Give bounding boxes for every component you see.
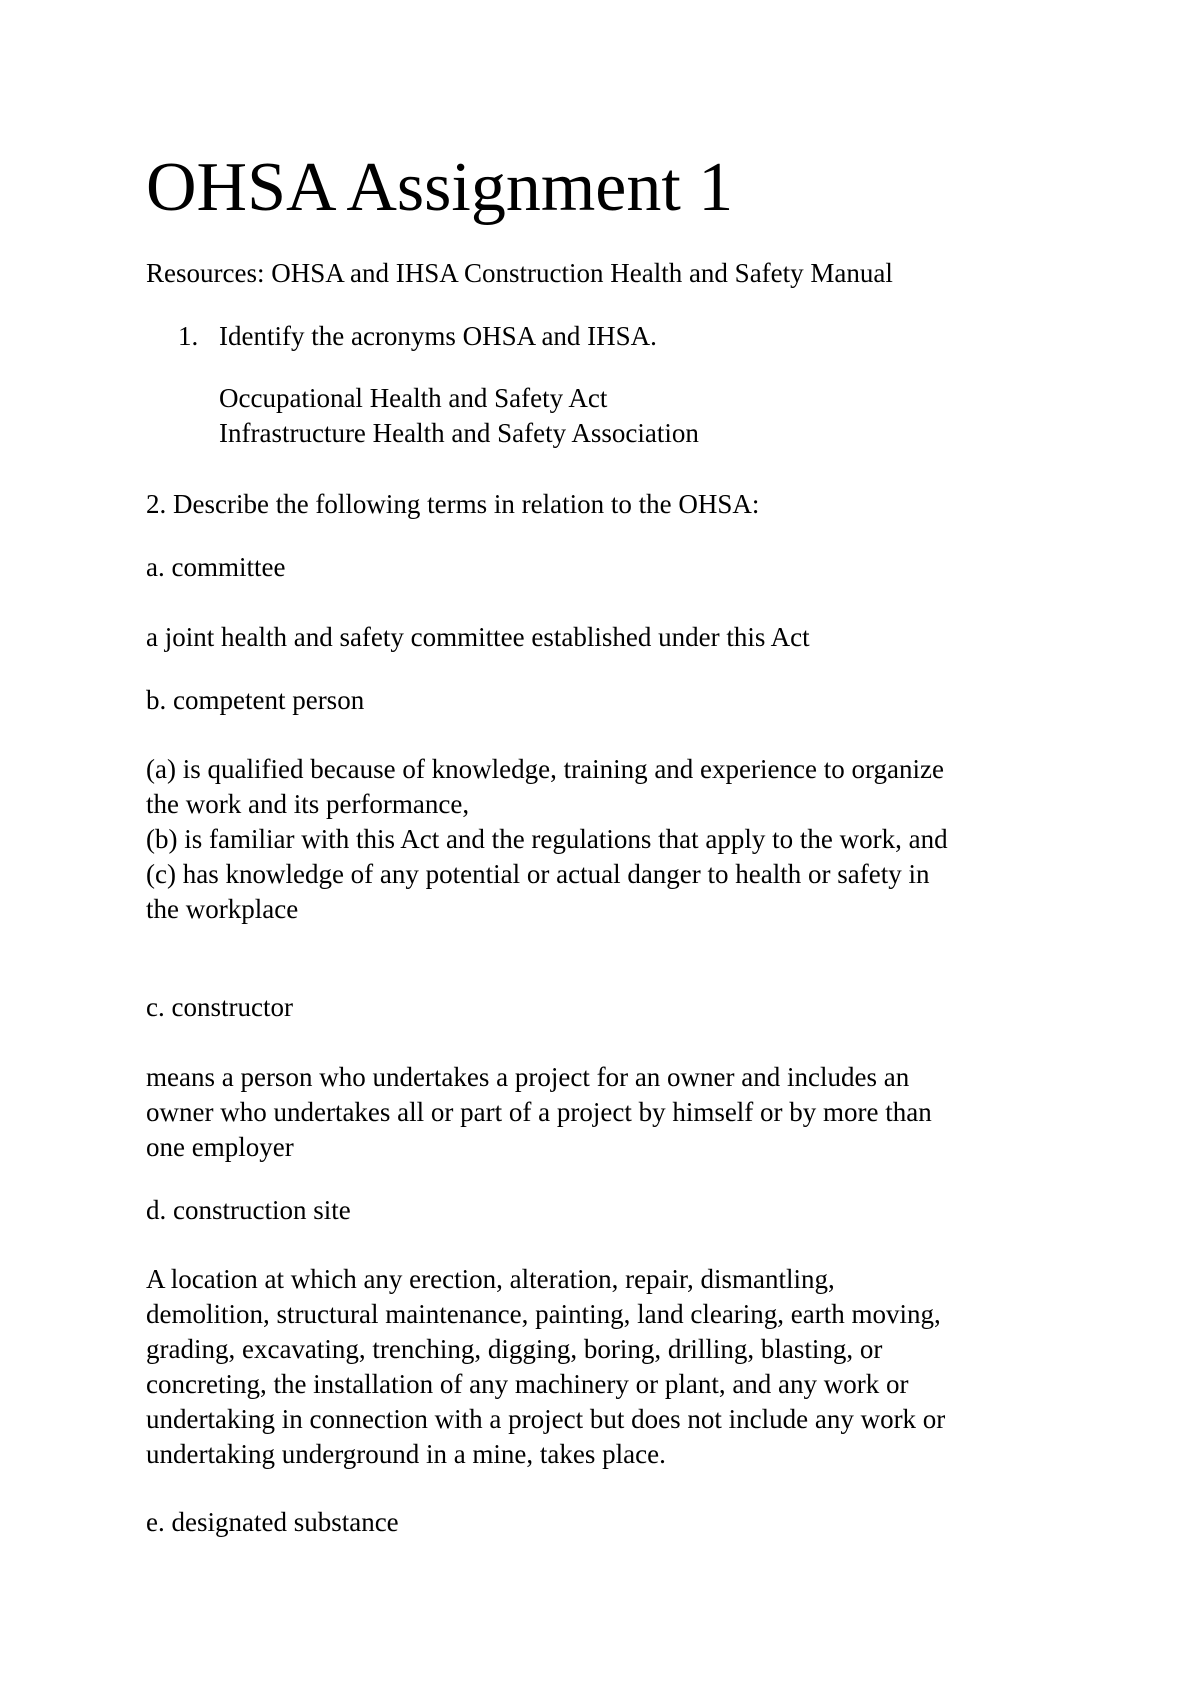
term-b-definition-line: (a) is qualified because of knowledge, training and experience to organize xyxy=(146,754,944,784)
term-d-definition-line: concreting, the installation of any machinery or plant, and any work or xyxy=(146,1369,909,1399)
term-d-definition-line: grading, excavating, trenching, digging, boring, drilling, blasting, or xyxy=(146,1334,883,1364)
term-b-definition-line: the workplace xyxy=(146,894,299,924)
term-c-definition-line: means a person who undertakes a project for an owner and includes an xyxy=(146,1062,910,1092)
term-b-definition-line: (c) has knowledge of any potential or actual danger to health or safety in xyxy=(146,859,930,889)
term-b-definition-line: (b) is familiar with this Act and the regulations that apply to the work, and xyxy=(146,824,948,854)
resources-line: Resources: OHSA and IHSA Construction Health and Safety Manual xyxy=(146,258,893,288)
term-e-heading: e. designated substance xyxy=(146,1507,399,1537)
term-c-heading: c. constructor xyxy=(146,992,293,1022)
term-d-definition-line: undertaking in connection with a project but does not include any work or xyxy=(146,1404,946,1434)
term-d-definition-line: A location at which any erection, alteration, repair, dismantling, xyxy=(146,1264,835,1294)
term-d-heading: d. construction site xyxy=(146,1195,351,1225)
answer-1-line-1: Occupational Health and Safety Act xyxy=(219,383,608,413)
page-title: OHSA Assignment 1 xyxy=(146,149,734,226)
term-b-definition-line: the work and its performance, xyxy=(146,789,470,819)
term-c-definition-line: owner who undertakes all or part of a project by himself or by more than xyxy=(146,1097,932,1127)
term-a-heading: a. committee xyxy=(146,552,286,582)
question-1-number: 1. xyxy=(178,321,199,351)
term-d-definition-line: demolition, structural maintenance, painting, land clearing, earth moving, xyxy=(146,1299,941,1329)
term-d-definition-line: undertaking underground in a mine, takes place. xyxy=(146,1439,666,1469)
question-2-text: 2. Describe the following terms in relation to the OHSA: xyxy=(146,489,760,519)
term-a-definition-line: a joint health and safety committee established under this Act xyxy=(146,622,810,652)
term-b-heading: b. competent person xyxy=(146,685,365,715)
question-1-text: Identify the acronyms OHSA and IHSA. xyxy=(219,321,657,351)
term-c-definition-line: one employer xyxy=(146,1132,294,1162)
answer-1-line-2: Infrastructure Health and Safety Association xyxy=(219,418,699,448)
